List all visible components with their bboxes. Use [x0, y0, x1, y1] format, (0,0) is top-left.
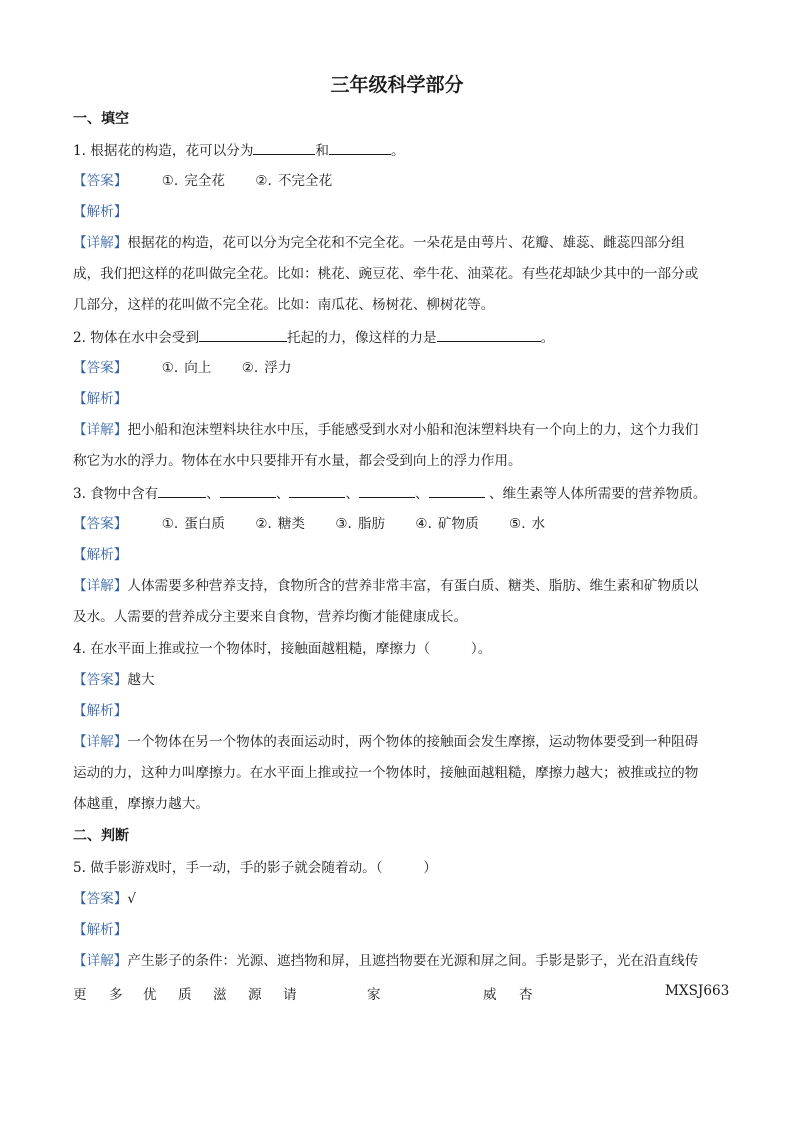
question-2-text-c: 。	[540, 330, 555, 346]
question-3: 3. 食物中含有 、 、 、 、 、维生素等人体所需要的营养物质。	[73, 483, 733, 504]
footer-code: MXSJ663	[665, 983, 730, 999]
footer-char: 威	[483, 987, 497, 1003]
question-1-text-b: 和	[315, 143, 330, 159]
section-heading-judge: 二、判断	[73, 828, 129, 844]
answer-option: ④. 矿物质	[415, 516, 479, 532]
footer-char: 优	[143, 987, 157, 1003]
answer-option: ⑤. 水	[509, 516, 546, 532]
question-3-text-tail: 、维生素等人体所需要的营养物质。	[484, 486, 707, 502]
footer-char: 多	[109, 987, 123, 1003]
footer-char: 请	[283, 987, 297, 1003]
footer-char: 更	[73, 987, 87, 1003]
analysis-label: 【解析】	[73, 547, 128, 563]
answer-row-4	[73, 670, 733, 690]
footer-char: 滋	[213, 987, 227, 1003]
answer-blank	[253, 140, 315, 155]
answer-option: ②. 糖类	[255, 516, 306, 532]
answer-value: √	[127, 891, 137, 907]
answer-option: ②. 浮力	[241, 360, 292, 376]
answer-label: 【答案】	[73, 360, 128, 376]
page-title: 三年级科学部分	[330, 74, 464, 96]
question-2	[73, 327, 733, 348]
answer-blank	[289, 483, 345, 498]
analysis-label: 【解析】	[73, 204, 128, 220]
question-1-text-c: 。	[391, 143, 405, 159]
answer-label: 【答案】	[73, 516, 128, 532]
question-2-text-b: 托起的力，像这样的力是	[287, 330, 437, 346]
answer-blank	[437, 327, 541, 342]
question-2-text-a: 2. 物体在水中会受到	[73, 330, 200, 346]
question-4: 4. 在水平面上推或拉一个物体时，接触面越粗糙，摩擦力（ ）。	[73, 641, 492, 657]
answer-row-1	[73, 171, 733, 191]
analysis-label: 【解析】	[73, 922, 128, 938]
answer-blank	[359, 483, 415, 498]
answer-option: ③. 脂肪	[335, 516, 386, 532]
question-1	[73, 140, 733, 161]
section-heading-fill: 一、填空	[73, 111, 129, 127]
question-1-text-a: 1. 根据花的构造，花可以分为	[73, 143, 254, 159]
answer-blank	[329, 140, 391, 155]
analysis-label: 【解析】	[73, 703, 128, 719]
detail-1-line-3: 几部分，这样的花叫做不完全花。比如：南瓜花、杨树花、柳树花等。	[73, 297, 495, 313]
answer-blank	[199, 327, 287, 342]
answer-blank	[220, 483, 276, 498]
question-5: 5. 做手影游戏时，手一动，手的影子就会随着动。（ ）	[73, 860, 437, 876]
answer-option: ①. 完全花	[161, 173, 225, 189]
detail-3-line-1: 【详解】人体需要多种营养支持，食物所含的营养非常丰富，有蛋白质、糖类、脂肪、维生素和矿物质以	[73, 578, 699, 594]
detail-2-line-1: 【详解】把小船和泡沫塑料块往水中压，手能感受到水对小船和泡沫塑料块有一个向上的力，这个力我们	[73, 422, 699, 438]
footer-char: 家	[367, 987, 381, 1003]
footer-char: 杏	[519, 987, 533, 1003]
detail-1-line-2: 成，我们把这样的花叫做完全花。比如：桃花、豌豆花、牵牛花、油菜花。有些花却缺少其中的一部分或	[73, 266, 699, 282]
answer-row-3	[73, 514, 733, 534]
answer-option: ①. 向上	[161, 360, 212, 376]
analysis-label: 【解析】	[73, 391, 128, 407]
question-3-text-a: 3. 食物中含有	[73, 486, 159, 502]
answer-value: 越大	[127, 672, 155, 688]
answer-row-5	[73, 889, 733, 909]
answer-label: 【答案】	[73, 672, 128, 688]
answer-label: 【答案】	[73, 891, 128, 907]
detail-4-line-3: 体越重，摩擦力越大。	[73, 796, 209, 812]
detail-4-line-1: 【详解】一个物体在另一个物体的表面运动时，两个物体的接触面会发生摩擦，运动物体要受到一种阻碍	[73, 734, 699, 750]
detail-5-line-1: 【详解】产生影子的条件：光源、遮挡物和屏，且遮挡物要在光源和屏之间。手影是影子，光在沿直线传	[73, 953, 699, 969]
answer-option: ①. 蛋白质	[161, 516, 225, 532]
detail-2-line-2: 称它为水的浮力。物体在水中只要排开有水量，都会受到向上的浮力作用。	[73, 453, 522, 469]
detail-1-line-1: 【详解】根据花的构造，花可以分为完全花和不完全花。一朵花是由萼片、花瓣、雄蕊、雌蕊四部分组	[73, 235, 685, 251]
detail-4-line-2: 运动的力，这种力叫摩擦力。在水平面上推或拉一个物体时，接触面越粗糙，摩擦力越大；被推或拉的物	[73, 765, 699, 781]
answer-blank	[158, 483, 206, 498]
answer-option: ②. 不完全花	[255, 173, 333, 189]
answer-row-2	[73, 358, 733, 378]
footer-char: 源	[248, 987, 262, 1003]
detail-3-line-2: 及水。人需要的营养成分主要来自食物，营养均衡才能健康成长。	[73, 609, 468, 625]
footer-char: 质	[178, 987, 192, 1003]
answer-blank	[429, 483, 485, 498]
answer-label: 【答案】	[73, 173, 128, 189]
